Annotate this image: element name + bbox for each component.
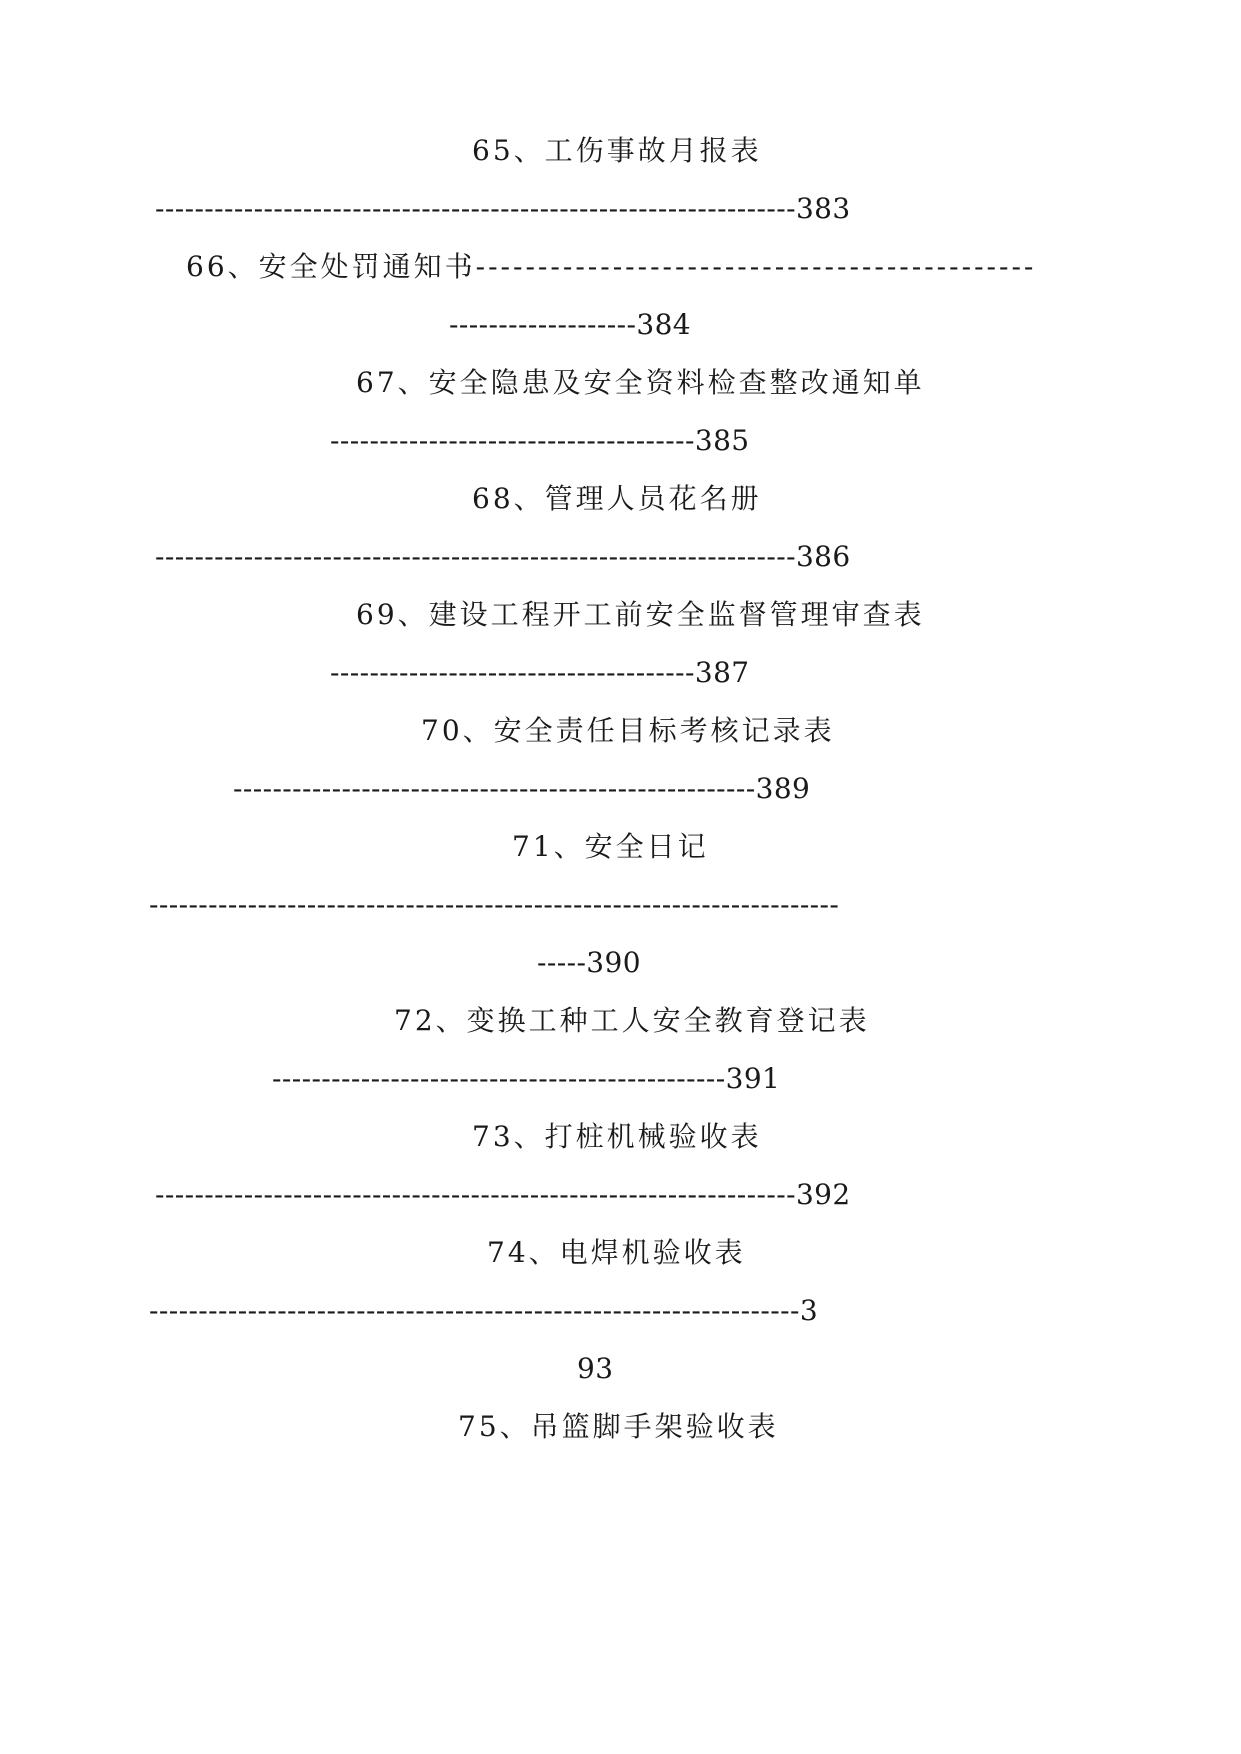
toc-entry-74-leader-2: 93 (577, 1352, 614, 1385)
toc-entry-66-title: 66、安全处罚通知书--------------------------------------------- (186, 250, 1037, 283)
toc-entry-67-title: 67、安全隐患及安全资料检查整改通知单 (356, 366, 925, 399)
toc-entry-70-leader: -----------------------------------------------------389 (233, 772, 811, 805)
toc-entry-73-title: 73、打桩机械验收表 (472, 1120, 762, 1153)
toc-entry-65-leader: -----------------------------------------------------------------383 (155, 192, 851, 225)
toc-entry-66-leader: -------------------384 (449, 308, 692, 341)
toc-entry-71-leader-2: -----390 (537, 946, 641, 979)
toc-entry-74-title: 74、电焊机验收表 (487, 1236, 746, 1269)
toc-entry-65-title: 65、工伤事故月报表 (472, 134, 762, 167)
toc-entry-68-title: 68、管理人员花名册 (472, 482, 762, 515)
toc-entry-69-leader: -------------------------------------387 (330, 656, 750, 689)
toc-entry-68-leader: -----------------------------------------------------------------386 (155, 540, 851, 573)
toc-entry-69-title: 69、建设工程开工前安全监督管理审查表 (356, 598, 925, 631)
toc-entry-72-title: 72、变换工种工人安全教育登记表 (394, 1004, 870, 1037)
toc-entry-72-leader: ----------------------------------------------391 (272, 1062, 781, 1095)
toc-entry-74-leader-1: ------------------------------------------------------------------3 (149, 1294, 819, 1327)
toc-entry-67-leader: -------------------------------------385 (330, 424, 750, 457)
toc-entry-75-title: 75、吊篮脚手架验收表 (458, 1410, 779, 1443)
toc-entry-71-title: 71、安全日记 (512, 830, 709, 863)
toc-entry-70-title: 70、安全责任目标考核记录表 (421, 714, 835, 747)
toc-entry-73-leader: -----------------------------------------------------------------392 (155, 1178, 851, 1211)
toc-entry-71-leader-1: ---------------------------------------------------------------------- (149, 888, 840, 921)
